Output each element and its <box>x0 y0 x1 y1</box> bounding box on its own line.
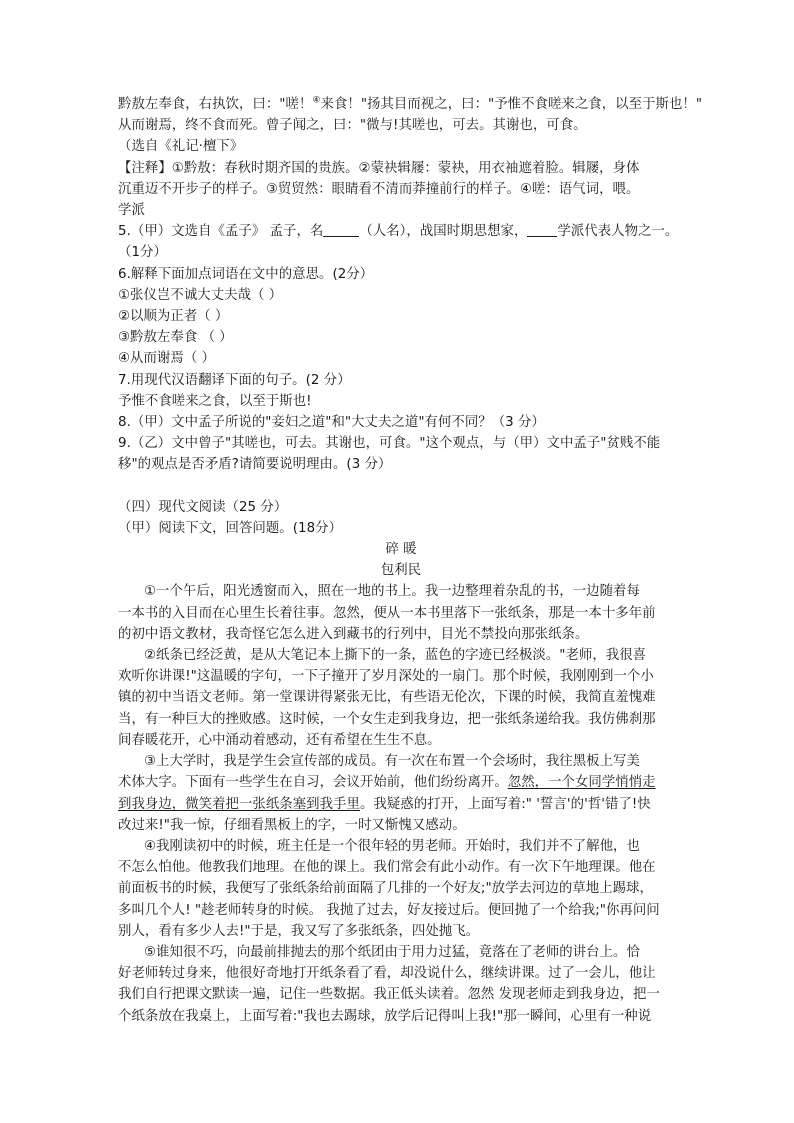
paragraph-line <box>118 794 684 815</box>
paragraph-line <box>118 772 684 793</box>
modern-reading <box>118 497 684 1027</box>
article-title: 碎 暖 <box>385 542 417 558</box>
annotation-line: 学派 <box>118 203 145 219</box>
annotation-line: 【注释】①黔敖：春秋时期齐国的贵族。②蒙袂辑屦：蒙袂，用衣袖遮着脸。辑屦，身体 <box>118 160 640 176</box>
spacer <box>118 476 684 497</box>
question-6-item: ②以顺为正者（ ） <box>118 309 229 325</box>
paragraph-line: 好老师转过身来，他很好奇地打开纸条看了看，却没说什么，继续讲课。过了一会儿，他让 <box>118 966 656 982</box>
paragraph-line: 前面板书的时候，我便写了张纸条给前面隔了几排的一个好友;"放学去河边的草地上踢球， <box>118 881 653 897</box>
paragraph-line: 的初中语文教材，我奇怪它怎么进入到藏书的行列中，目光不禁投向那张纸条。 <box>118 626 589 642</box>
question-7: 7.用现代汉语翻译下面的句子。(2 分） <box>118 372 351 388</box>
classical-line <box>118 94 703 115</box>
text-segment: （人名），战国时期思想家， <box>359 224 528 240</box>
paragraph-line: ⑤谁知很不巧，向最前排抛去的那个纸团由于用力过猛，竟落在了老师的讲台上。恰 <box>144 944 640 960</box>
question-9: 移"的观点是否矛盾?请简要说明理由。(3 分） <box>118 457 392 473</box>
section-heading: （四）现代文阅读（25 分） <box>118 499 288 515</box>
paragraph-line: 镇的初中当语文老师。第一堂课讲得紧张无比，有些语无伦次，下课的时候，我简直羞愧难 <box>118 690 656 706</box>
answer-blank[interactable] <box>527 222 557 237</box>
text-segment: 术体大字。下面有一些学生在自习，会议开始前，他们纷纷离开。 <box>118 775 508 791</box>
question-7-sentence: 予惟不食嗟来之食，以至于斯也! <box>118 393 312 409</box>
answer-blank[interactable] <box>323 222 359 237</box>
text-segment: 5.（甲）文选自《孟子》 孟子，名 <box>118 224 324 240</box>
source-note: （选自《礼记·檀下》 <box>118 139 244 155</box>
paragraph-line: 不怎么怕他。他教我们地理。在他的课上。我们常会有此小动作。有一次下午地理课。他在 <box>118 860 656 876</box>
text-segment: 学派代表人物之一。 <box>557 224 679 240</box>
question-8: 8.（甲）文中孟子所说的"妾妇之道"和"大丈夫之道"有何不同？（3 分） <box>118 415 545 431</box>
footnote-mark: ④ <box>312 95 321 106</box>
paragraph-line: ①一个午后，阳光透窗而入，照在一地的书上。我一边整理着杂乱的书，一边随着每 <box>144 584 640 600</box>
paragraph-line: 改过来!"我一惊，仔细看黑板上的字，一时又惭愧又感动。 <box>118 817 466 833</box>
paragraph-line: ②纸条已经泛黄，是从大笔记本上撕下的一条，蓝色的字迹已经极淡。"老师，我很喜 <box>144 648 647 664</box>
question-5-score: （1分） <box>118 245 167 261</box>
question-6-item: ①张仪岂不诚大丈夫哉（ ） <box>118 287 283 303</box>
text-segment: 黔敖左奉食，右执饮，曰："嗟！ <box>118 97 313 112</box>
question-6-item: ④从而谢焉（ ） <box>118 351 216 367</box>
underlined-sentence: 忽然，一个女同学悄悄走 <box>507 775 656 791</box>
paragraph-line: 当，有一种巨大的挫败感。这时候，一个女生走到我身边，把一张纸条递给我。我仿佛刹那 <box>118 711 656 727</box>
paragraph-line: 欢听你讲课!"这温暖的字句，一下子撞开了岁月深处的一扇门。那个时候，我刚刚到一个小 <box>118 669 654 685</box>
article-author: 包利民 <box>380 563 422 579</box>
section-instruction: （甲）阅读下文，回答问题。(18分） <box>118 520 343 536</box>
paragraph-line: 一本书的入目而在心里生长着往事。忽然，便从一本书里落下一张纸条，那是一本十多年前 <box>118 605 656 621</box>
questions <box>118 221 684 475</box>
annotation-line: 沉重迈不开步子的样子。③贸贸然：眼睛看不清而莽撞前行的样子。④嗟：语气词，喂。 <box>118 181 640 197</box>
paragraph-line: 个纸条放在我桌上，上面写着:"我也去踢球，放学后记得叫上我!"那一瞬间，心里有一种说 <box>118 1008 652 1024</box>
paragraph-line: 我们自行把课文默读一遍，记住一些数据。我正低头读着。忽然 发现老师走到我身边，把一 <box>118 987 660 1003</box>
question-6-item: ③黔敖左奉食 （ ） <box>118 330 233 346</box>
paragraph-line: 间春暖花开，心中涌动着感动，还有希望在生生不息。 <box>118 732 441 748</box>
classical-text <box>118 94 703 221</box>
paragraph-line: 多叫几个人! "趁老师转身的时候。 我抛了过去，好友接过后。便回抛了一个给我;"你再问问 <box>118 902 660 918</box>
question-5 <box>118 221 684 242</box>
text-segment: 来食！"扬其目而视之，曰："予惟不食嗟来之食，以至于斯也！" <box>320 97 703 112</box>
classical-line: 从而谢焉，终不食而死。曾子闻之，曰："微与!其嗟也，可去。其谢也，可食。 <box>118 118 587 134</box>
paragraph-line: ③上大学时，我是学生会宣传部的成员。有一次在布置一个会场时，我往黑板上写美 <box>144 754 640 770</box>
paragraph-line: 别人，看有多少人去!"于是，我又写了多张纸条，四处抛飞。 <box>118 923 480 939</box>
question-9: 9.（乙）文中曾子"其嗟也，可去。其谢也，可食。"这个观点，与（甲）文中孟子"贫贱不能 <box>118 436 661 452</box>
text-segment: 。我疑惑的打开，上面写着:" '誓言'的'哲'错了!快 <box>359 796 651 812</box>
question-6: 6.解释下面加点词语在文中的意思。(2分） <box>118 266 374 282</box>
underlined-sentence: 到我身边，微笑着把一张纸条塞到我手里 <box>118 796 360 812</box>
paragraph-line: ④我刚读初中的时候，班主任是一个很年轻的男老师。开始时，我们并不了解他，也 <box>144 838 640 854</box>
